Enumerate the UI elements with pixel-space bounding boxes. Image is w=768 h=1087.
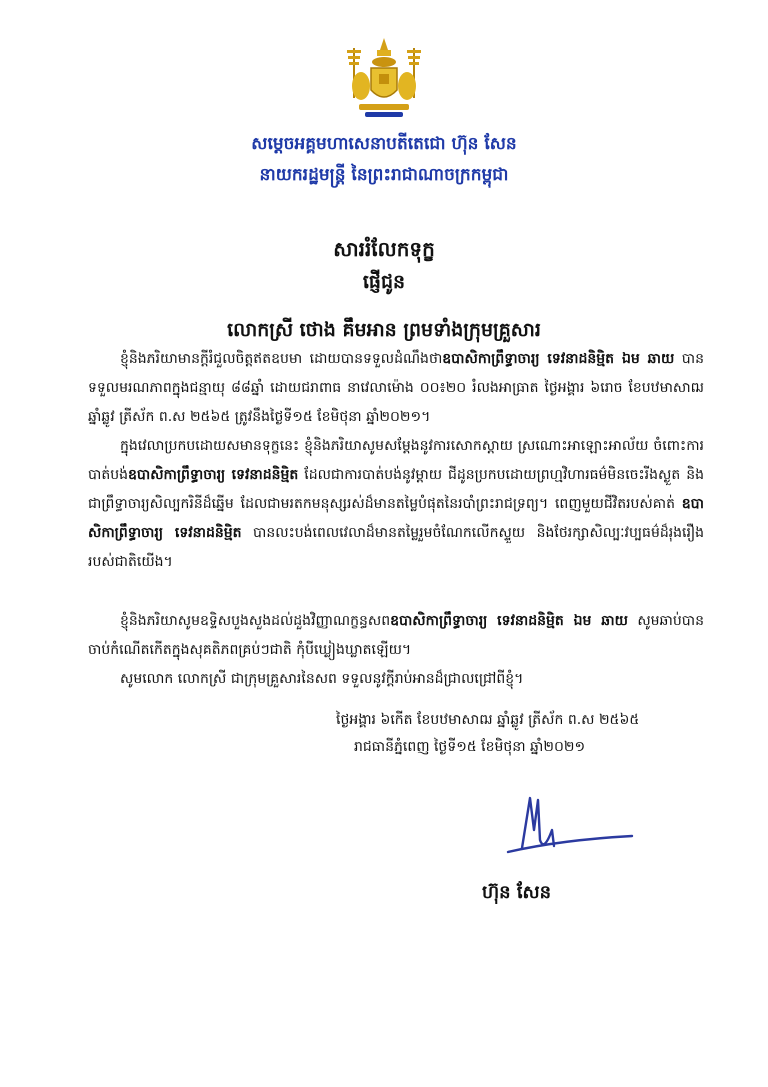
paragraph-1 [88,345,704,432]
paragraph-2-text-a: ក្នុងវេលាប្រកបដោយសមានទុក្ខនេះ ខ្ញុំនិងភរិយាសូមសម្ដែងនូវការសោកស្ដាយ ស្រណោះអាឡោះអាល័យ ចំពោះការបាត់បង់ [88,438,704,483]
lunar-date: ថ្ងៃអង្គារ ៦កើត ខែបឋមាសាឍ ឆ្នាំឆ្លូវ ត្រីស័ក ព.ស ២៥៦៥ [336,712,640,728]
letter-title: សាររំលែកទុក្ខ [333,237,435,261]
royal-emblem-icon [339,34,429,124]
signatory-name: ហ៊ុន សែន [482,882,552,903]
handwritten-signature [500,790,640,860]
paragraph-2 [88,432,704,577]
paragraph-1-text-c: បានទទួលមរណភាពក្នុងជន្មាយុ ៨៨ឆ្នាំ ដោយជរាពាធ នាវេលាម៉ោង ០០៖២០ រំលងអាធ្រាត ថ្ងៃអង្គារ ៦រោច ខែបឋមាសាឍ ឆ្នាំឆ្លូវ ត្រីស័ក ព.ស ២៥៦៥ ត្រូវនឹងថ្ងៃទី១៥ ខែមិថុនា ឆ្នាំ២០២១។ [88,351,704,425]
deceased-title-bold-2: ឧបាសិកាព្រឹទ្ធាចារ្យ ទេវនាដនិម្មិត [88,496,704,541]
deceased-name-bold: ឧបាសិកាព្រឹទ្ធាចារ្យ ទេវនាដនិម្មិត ឯម ឆាយ [442,351,675,367]
letter-subtitle: ផ្ញើជូន [362,271,406,293]
paragraph-2-text-c: ដែលជាការបាត់បង់នូវម្ដាយ ជីដូនប្រកបដោយព្រហ្មវិហារធម៌មិនចេះរីងស្ងួត និងជាព្រឹទ្ធាចារ្យសិល្បករិនីដ៏ឆ្នើម ដែលជាមរតកមនុស្សរស់ដ៏មានតម្លៃបំផុតនៃរបាំព្រះរាជទ្រព្យ។ ពេញមួយជីវិតរបស់គាត់ [88,467,704,512]
paragraph-2-text-e: បានលះបង់ពេលវេលាដ៏មានតម្លៃរួមចំណែកលើកស្ទួយ និងថែរក្សាសិល្បៈវប្បធម៌ដ៏រុងរឿងរបស់ជាតិយើង។ [88,525,704,570]
paragraph-4: សូមលោក លោកស្រី ជាក្រុមគ្រួសារនៃសព ទទួលនូវក្ដីរាប់អានដ៏ជ្រាលជ្រៅពីខ្ញុំ។ [120,671,524,687]
place-date: រាជធានីភ្នំពេញ ថ្ងៃទី១៥ ខែមិថុនា ឆ្នាំ២០២១ [354,739,586,755]
deceased-name-bold-2: ឧបាសិកាព្រឹទ្ធាចារ្យ ទេវនាដនិម្មិត ឯម ឆាយ [390,613,628,629]
deceased-title-bold: ឧបាសិកាព្រឹទ្ធាចារ្យ ទេវនាដនិម្មិត [128,467,299,483]
paragraph-3 [88,607,704,665]
paragraph-1-text-a: ខ្ញុំនិងភរិយាមានក្ដីរំជួលចិត្តឥតឧបមា ដោយបានទទួលដំណឹងថា [120,351,443,367]
paragraph-3-text-a: ខ្ញុំនិងភរិយាសូមឧទ្ទិសបួងសួងដល់ដួងវិញ្ញាណក្ខន្ធសព [120,613,391,629]
sender-title: សម្ដេចអគ្គមហាសេនាបតីតេជោ ហ៊ុន សែន [251,134,517,154]
recipient-line: លោកស្រី ថោង គឹមអាន ព្រមទាំងក្រុមគ្រួសារ [227,319,541,341]
paragraph-3-text-c: សូមឆាប់បានចាប់កំណើតកើតក្នុងសុគតិភពគ្រប់ៗជាតិ កុំបីឃ្លៀងឃ្លាតឡើយ។ [88,613,704,658]
sender-position: នាយករដ្ឋមន្ត្រី នៃព្រះរាជាណាចក្រកម្ពុជា [259,165,509,185]
